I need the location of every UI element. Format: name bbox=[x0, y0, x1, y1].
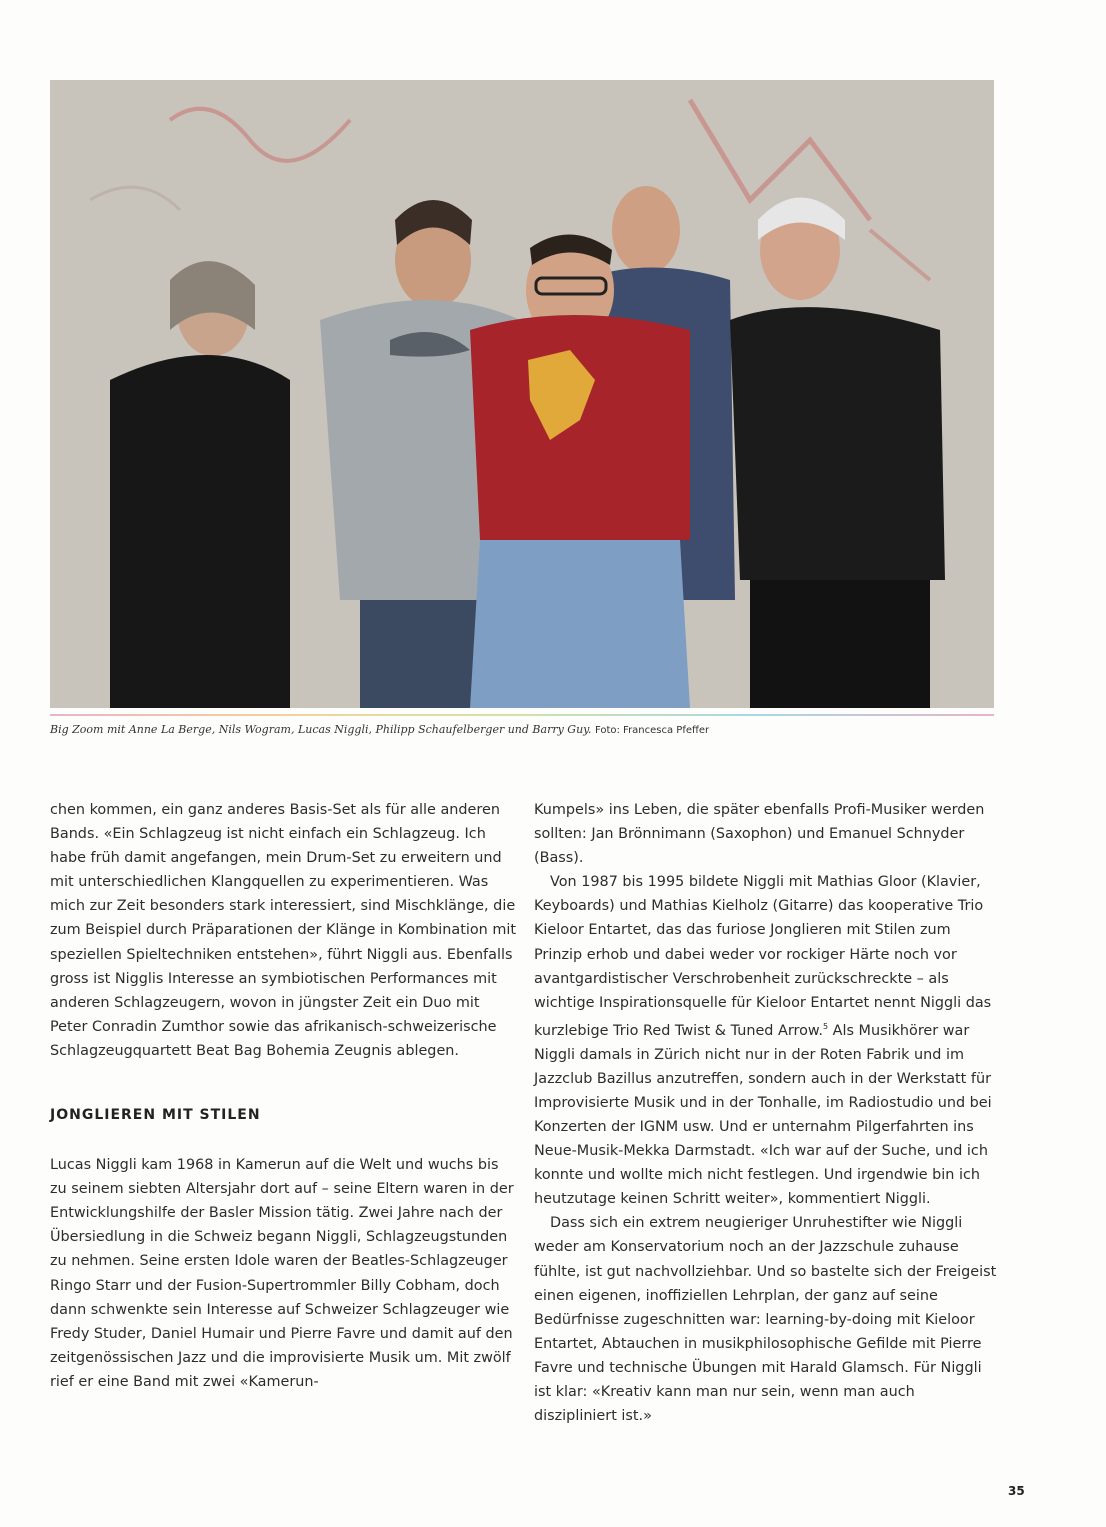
band-photo-illustration bbox=[50, 80, 994, 708]
paragraph: Kumpels» ins Leben, die später ebenfalls Profi-Musiker werden sollten: Jan Brönnimann (Saxophon) und Emanuel Schnyder (Bass). bbox=[534, 802, 985, 867]
band-photo bbox=[50, 80, 994, 708]
paragraph: Dass sich ein extrem neugieriger Unruhestifter wie Niggli weder am Konservatorium noch an der Jazzschule zuhause fühlte, ist gut nachvollziehbar. Und so bastelte sich der Freigeist einen eigenen, inoffiziellen Lehrplan, der ganz auf seine Bedürfnisse zugeschnitten war: learning-by-doing mit Kieloor Entartet, Abtauchen in musikphilosophische Gefilde mit Pierre Favre und technische Übungen mit Harald Glamsch. Für Niggli ist klar: «Kreativ kann man nur sein, wenn man auch diszipliniert ist.» bbox=[534, 1215, 997, 1425]
paragraph: Lucas Niggli kam 1968 in Kamerun auf die Welt und wuchs bis zu seinem siebten Altersjahr dort auf – seine Eltern waren in der Entwicklungshilfe der Basler Mission tätig. Zwei Jahre nach der Übersiedlung in die Schweiz begann Niggli, Schlagzeugstunden zu nehmen. Seine ersten Idole waren der Beatles-Schlagzeuger Ringo Starr und der Fusion-Supertrommler Billy Cobham, doch dann schwenkte sein Interesse auf Schweizer Schlagzeuger wie Fredy Studer, Daniel Humair und Pierre Favre und damit auf den zeitgenössischen Jazz und die improvisierte Musik um. Mit zwölf rief er eine Band mit zwei «Kamerun- bbox=[50, 1157, 514, 1390]
paragraph-text: Als Musikhörer war Niggli damals in Zürich nicht nur in der Roten Fabrik und im Jazzclub Bazillus anzutreffen, sondern auch in der Werkstatt für Improvisierte Musik und in der Tonhalle, im Radiostudio und bei Konzerten der IGNM usw. Und er unternahm Pilgerfahrten ins Neue-Musik-Mekka Darmstadt. «Ich war auf der Suche, und ich konnte und wollte mich nicht festlegen. Und irgendwie bin ich heutzutage keinen Schritt weiter», kommentiert Niggli. bbox=[534, 1022, 992, 1208]
photo-credit: Foto: Francesca Pfeffer bbox=[594, 725, 710, 736]
footnote-ref: 5 bbox=[822, 1021, 829, 1031]
paragraph bbox=[534, 870, 1000, 1211]
paragraph: chen kommen, ein ganz anderes Basis-Set als für alle anderen Bands. «Ein Schlagzeug ist nicht einfach ein Schlagzeug. Ich habe früh damit angefangen, mein Drum-Set zu erweitern und mit unterschiedlichen Klangquellen zu experimentieren. Was mich zur Zeit besonders stark interessiert, sind Mischklänge, die zum Beispiel durch Präparationen der Klänge in Kombination mit speziellen Spieltechniken entstehen», führt Niggli aus. Ebenfalls gross ist Nigglis Interesse an symbiotischen Performances mit anderen Schlagzeugern, wovon in jüngster Zeit ein Duo mit Peter Conradin Zumthor sowie das afrikanisch-schweizerische Schlagzeugquartett Beat Bag Bohemia Zeugnis ablegen. bbox=[50, 802, 516, 1059]
right-column bbox=[534, 798, 1000, 1428]
figure-caption bbox=[50, 722, 994, 739]
paragraph-text: Von 1987 bis 1995 bildete Niggli mit Mathias Gloor (Klavier, Keyboards) und Mathias Kielholz (Gitarre) das kooperative Trio Kieloor Entartet, das das furiose Jonglieren mit Stilen zum Prinzip erhob und dabei weder vor rockiger Härte noch vor avantgardistischer Verschrobenheit zurückschreckte – als wichtige Inspirationsquelle für Kieloor Entartet nennt Niggli das kurzlebige Trio Red Twist & Tuned Arrow. bbox=[534, 874, 992, 1039]
caption-rule bbox=[50, 714, 994, 716]
caption-text: Big Zoom mit Anne La Berge, Nils Wogram, Lucas Niggli, Philipp Schaufelberger und Barry Guy. bbox=[50, 723, 592, 736]
left-column bbox=[50, 798, 516, 1394]
section-heading: JONGLIEREN MIT STILEN bbox=[50, 1107, 261, 1124]
page-number: 35 bbox=[1008, 1484, 1025, 1498]
